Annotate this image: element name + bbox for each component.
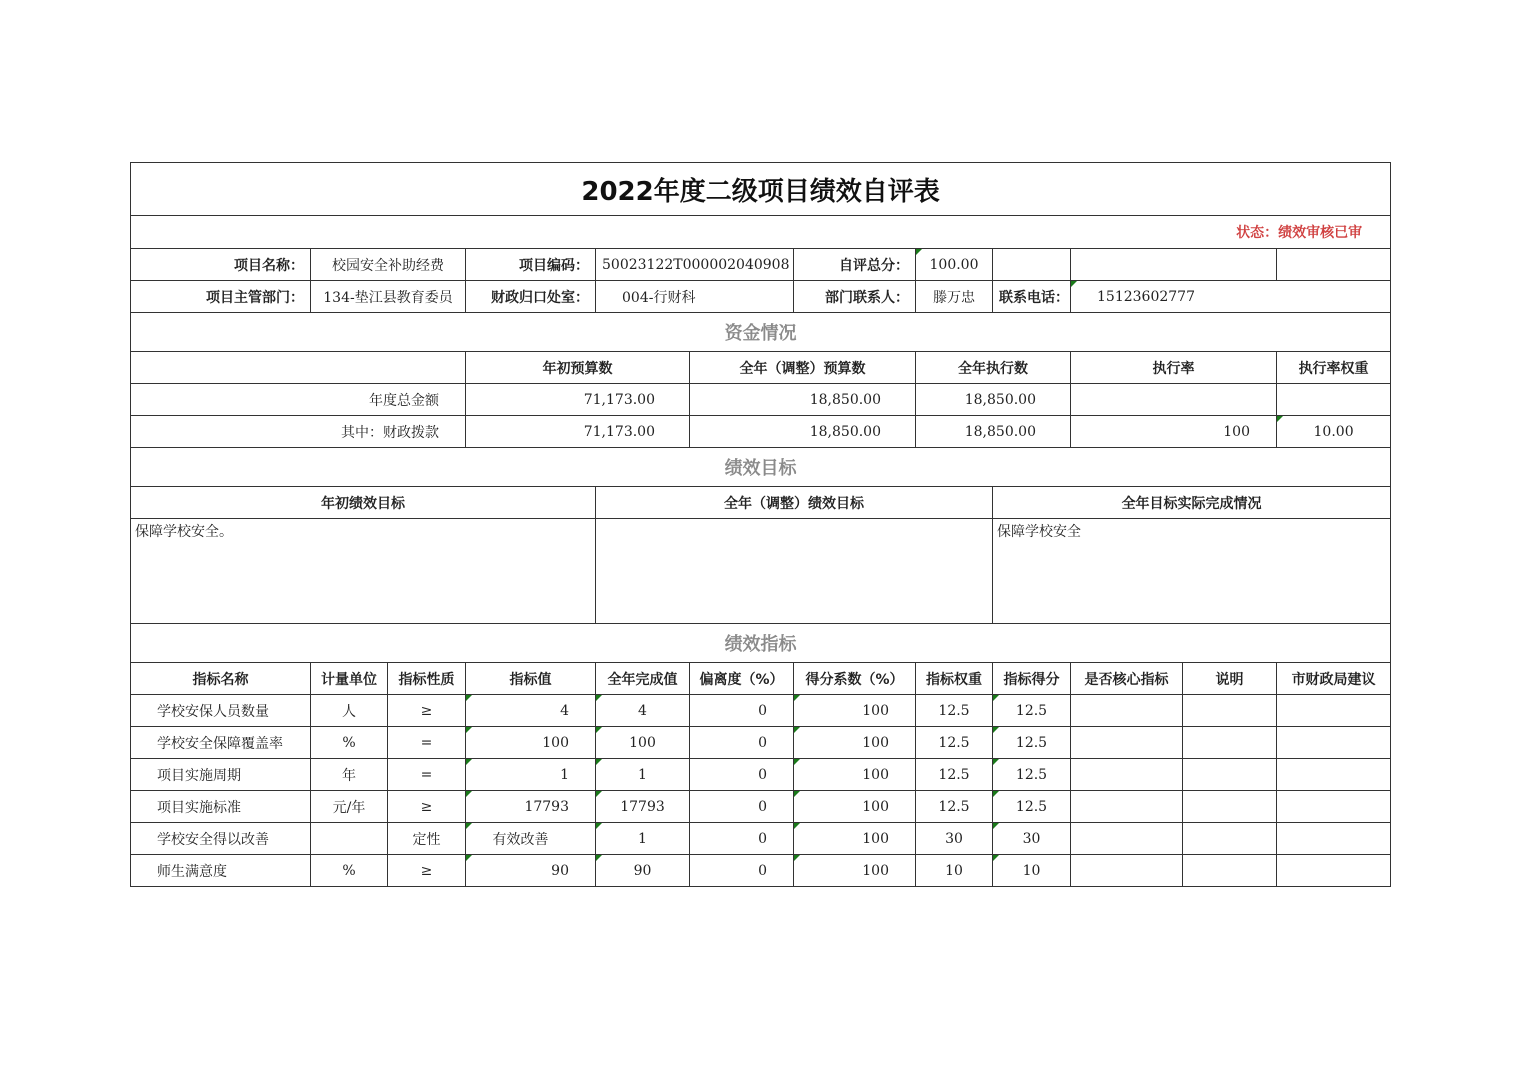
indicator-cell: 人 (311, 695, 388, 727)
indicator-cell (1071, 695, 1183, 727)
indicator-cell: 0 (690, 791, 794, 823)
indicator-cell: 100 (794, 791, 916, 823)
funds-cell: 100 (1071, 416, 1277, 448)
indicators-header: 指标性质 (388, 663, 466, 695)
indicators-header: 指标值 (466, 663, 596, 695)
indicator-cell: 0 (690, 695, 794, 727)
indicator-cell (1183, 727, 1277, 759)
indicator-cell: 0 (690, 727, 794, 759)
indicator-cell: 100 (466, 727, 596, 759)
indicator-cell: 4 (596, 695, 690, 727)
indicators-header: 偏离度（%） (690, 663, 794, 695)
finance-office: 004-行财科 (596, 281, 794, 313)
funds-cell: 71,173.00 (466, 416, 690, 448)
funds-cell (1071, 384, 1277, 416)
funds-header: 全年（调整）预算数 (690, 352, 916, 384)
project-name: 校园安全补助经费 (311, 249, 466, 281)
phone-label: 联系电话： (993, 281, 1071, 313)
funds-header-blank (131, 352, 466, 384)
indicator-cell: 12.5 (916, 727, 993, 759)
project-name-label: 项目名称： (131, 249, 311, 281)
indicator-cell: 12.5 (993, 727, 1071, 759)
indicators-header: 全年完成值 (596, 663, 690, 695)
indicator-cell (1277, 695, 1391, 727)
funds-cell: 71,173.00 (466, 384, 690, 416)
blank-cell (1071, 249, 1277, 281)
goals-header: 全年（调整）绩效目标 (596, 487, 993, 519)
goal-actual: 保障学校安全 (993, 519, 1391, 624)
indicator-cell (1277, 791, 1391, 823)
funds-header: 执行率权重 (1277, 352, 1391, 384)
indicators-header: 指标得分 (993, 663, 1071, 695)
indicator-cell: 定性 (388, 823, 466, 855)
funds-header: 执行率 (1071, 352, 1277, 384)
indicators-header-row (131, 663, 1391, 695)
dept-label: 项目主管部门： (131, 281, 311, 313)
indicator-cell: 12.5 (993, 759, 1071, 791)
indicator-cell (1071, 855, 1183, 887)
indicator-name: 学校安保人员数量 (131, 695, 311, 727)
indicator-cell (1183, 759, 1277, 791)
table-row (131, 759, 1391, 791)
indicator-cell (1183, 791, 1277, 823)
indicator-cell (1071, 759, 1183, 791)
phone: 15123602777 (1071, 281, 1391, 313)
indicator-cell: 90 (466, 855, 596, 887)
indicator-cell: 12.5 (916, 791, 993, 823)
indicator-cell (1071, 823, 1183, 855)
indicator-cell: 0 (690, 759, 794, 791)
goal-initial: 保障学校安全。 (131, 519, 596, 624)
indicator-cell (1183, 695, 1277, 727)
indicator-cell: 100 (794, 823, 916, 855)
funds-section-title: 资金情况 (131, 313, 1391, 352)
indicators-header: 指标名称 (131, 663, 311, 695)
indicator-name: 项目实施标准 (131, 791, 311, 823)
funds-cell (1277, 384, 1391, 416)
goals-section-title: 绩效目标 (131, 448, 1391, 487)
indicator-cell: 100 (596, 727, 690, 759)
funds-row-label: 其中：财政拨款 (131, 416, 466, 448)
funds-header: 全年执行数 (916, 352, 1071, 384)
finance-office-label: 财政归口处室： (466, 281, 596, 313)
indicator-cell (1277, 855, 1391, 887)
evaluation-sheet (130, 162, 1390, 899)
indicator-cell: 1 (596, 759, 690, 791)
indicator-cell: % (311, 727, 388, 759)
table-row (131, 695, 1391, 727)
blank-cell (1277, 249, 1391, 281)
funds-cell: 18,850.00 (916, 384, 1071, 416)
indicator-rows (131, 695, 1391, 887)
indicators-header: 是否核心指标 (1071, 663, 1183, 695)
indicator-cell (311, 823, 388, 855)
indicator-cell: % (311, 855, 388, 887)
dept: 134-垫江县教育委员 (311, 281, 466, 313)
indicator-cell: 12.5 (993, 791, 1071, 823)
funds-row-label: 年度总金额 (131, 384, 466, 416)
indicator-cell: 30 (916, 823, 993, 855)
goals-header: 年初绩效目标 (131, 487, 596, 519)
indicator-name: 师生满意度 (131, 855, 311, 887)
indicator-cell (1277, 823, 1391, 855)
funds-row (131, 416, 1391, 448)
indicator-cell: 17793 (466, 791, 596, 823)
indicators-header: 指标权重 (916, 663, 993, 695)
funds-cell: 18,850.00 (690, 384, 916, 416)
indicator-cell (1183, 855, 1277, 887)
indicator-cell: 12.5 (993, 695, 1071, 727)
indicators-header: 得分系数（%） (794, 663, 916, 695)
indicator-cell (1071, 791, 1183, 823)
indicator-cell: 10 (993, 855, 1071, 887)
page-title: 2022年度二级项目绩效自评表 (131, 163, 1391, 216)
indicator-cell: 0 (690, 855, 794, 887)
self-score: 100.00 (916, 249, 993, 281)
indicator-cell: 100 (794, 695, 916, 727)
funds-cell: 18,850.00 (916, 416, 1071, 448)
table-row (131, 855, 1391, 887)
indicator-name: 项目实施周期 (131, 759, 311, 791)
indicator-cell: 100 (794, 855, 916, 887)
indicator-cell: 12.5 (916, 759, 993, 791)
indicator-cell (1071, 727, 1183, 759)
funds-header: 年初预算数 (466, 352, 690, 384)
indicator-cell: 0 (690, 823, 794, 855)
indicator-cell: 10 (916, 855, 993, 887)
indicator-cell: ≥ (388, 791, 466, 823)
indicators-header: 说明 (1183, 663, 1277, 695)
indicator-cell (1277, 727, 1391, 759)
indicator-cell: 90 (596, 855, 690, 887)
blank-cell (993, 249, 1071, 281)
table-row (131, 727, 1391, 759)
indicator-cell: 1 (596, 823, 690, 855)
indicator-cell: 年 (311, 759, 388, 791)
indicator-cell: = (388, 727, 466, 759)
project-code: 50023122T000002040908 (596, 249, 794, 281)
table-row (131, 791, 1391, 823)
status-badge: 状态：绩效审核已审 (131, 216, 1391, 249)
indicator-cell: 12.5 (916, 695, 993, 727)
indicator-cell: 17793 (596, 791, 690, 823)
indicator-cell: ≥ (388, 855, 466, 887)
indicator-cell: 30 (993, 823, 1071, 855)
funds-row (131, 384, 1391, 416)
indicator-cell: = (388, 759, 466, 791)
indicator-cell: 4 (466, 695, 596, 727)
contact: 滕万忠 (916, 281, 993, 313)
indicator-cell: 1 (466, 759, 596, 791)
goals-header: 全年目标实际完成情况 (993, 487, 1391, 519)
indicator-cell: ≥ (388, 695, 466, 727)
table-row (131, 823, 1391, 855)
self-score-label: 自评总分： (794, 249, 916, 281)
funds-cell: 10.00 (1277, 416, 1391, 448)
indicator-name: 学校安全得以改善 (131, 823, 311, 855)
indicator-cell: 100 (794, 727, 916, 759)
indicator-cell (1277, 759, 1391, 791)
indicator-cell (1183, 823, 1277, 855)
indicator-cell: 元/年 (311, 791, 388, 823)
goal-adjusted (596, 519, 993, 624)
evaluation-table (130, 162, 1391, 887)
indicator-cell: 100 (794, 759, 916, 791)
indicator-cell: 有效改善 (466, 823, 596, 855)
indicators-header: 市财政局建议 (1277, 663, 1391, 695)
contact-label: 部门联系人： (794, 281, 916, 313)
indicators-header: 计量单位 (311, 663, 388, 695)
indicators-section-title: 绩效指标 (131, 624, 1391, 663)
funds-cell: 18,850.00 (690, 416, 916, 448)
indicator-name: 学校安全保障覆盖率 (131, 727, 311, 759)
project-code-label: 项目编码： (466, 249, 596, 281)
